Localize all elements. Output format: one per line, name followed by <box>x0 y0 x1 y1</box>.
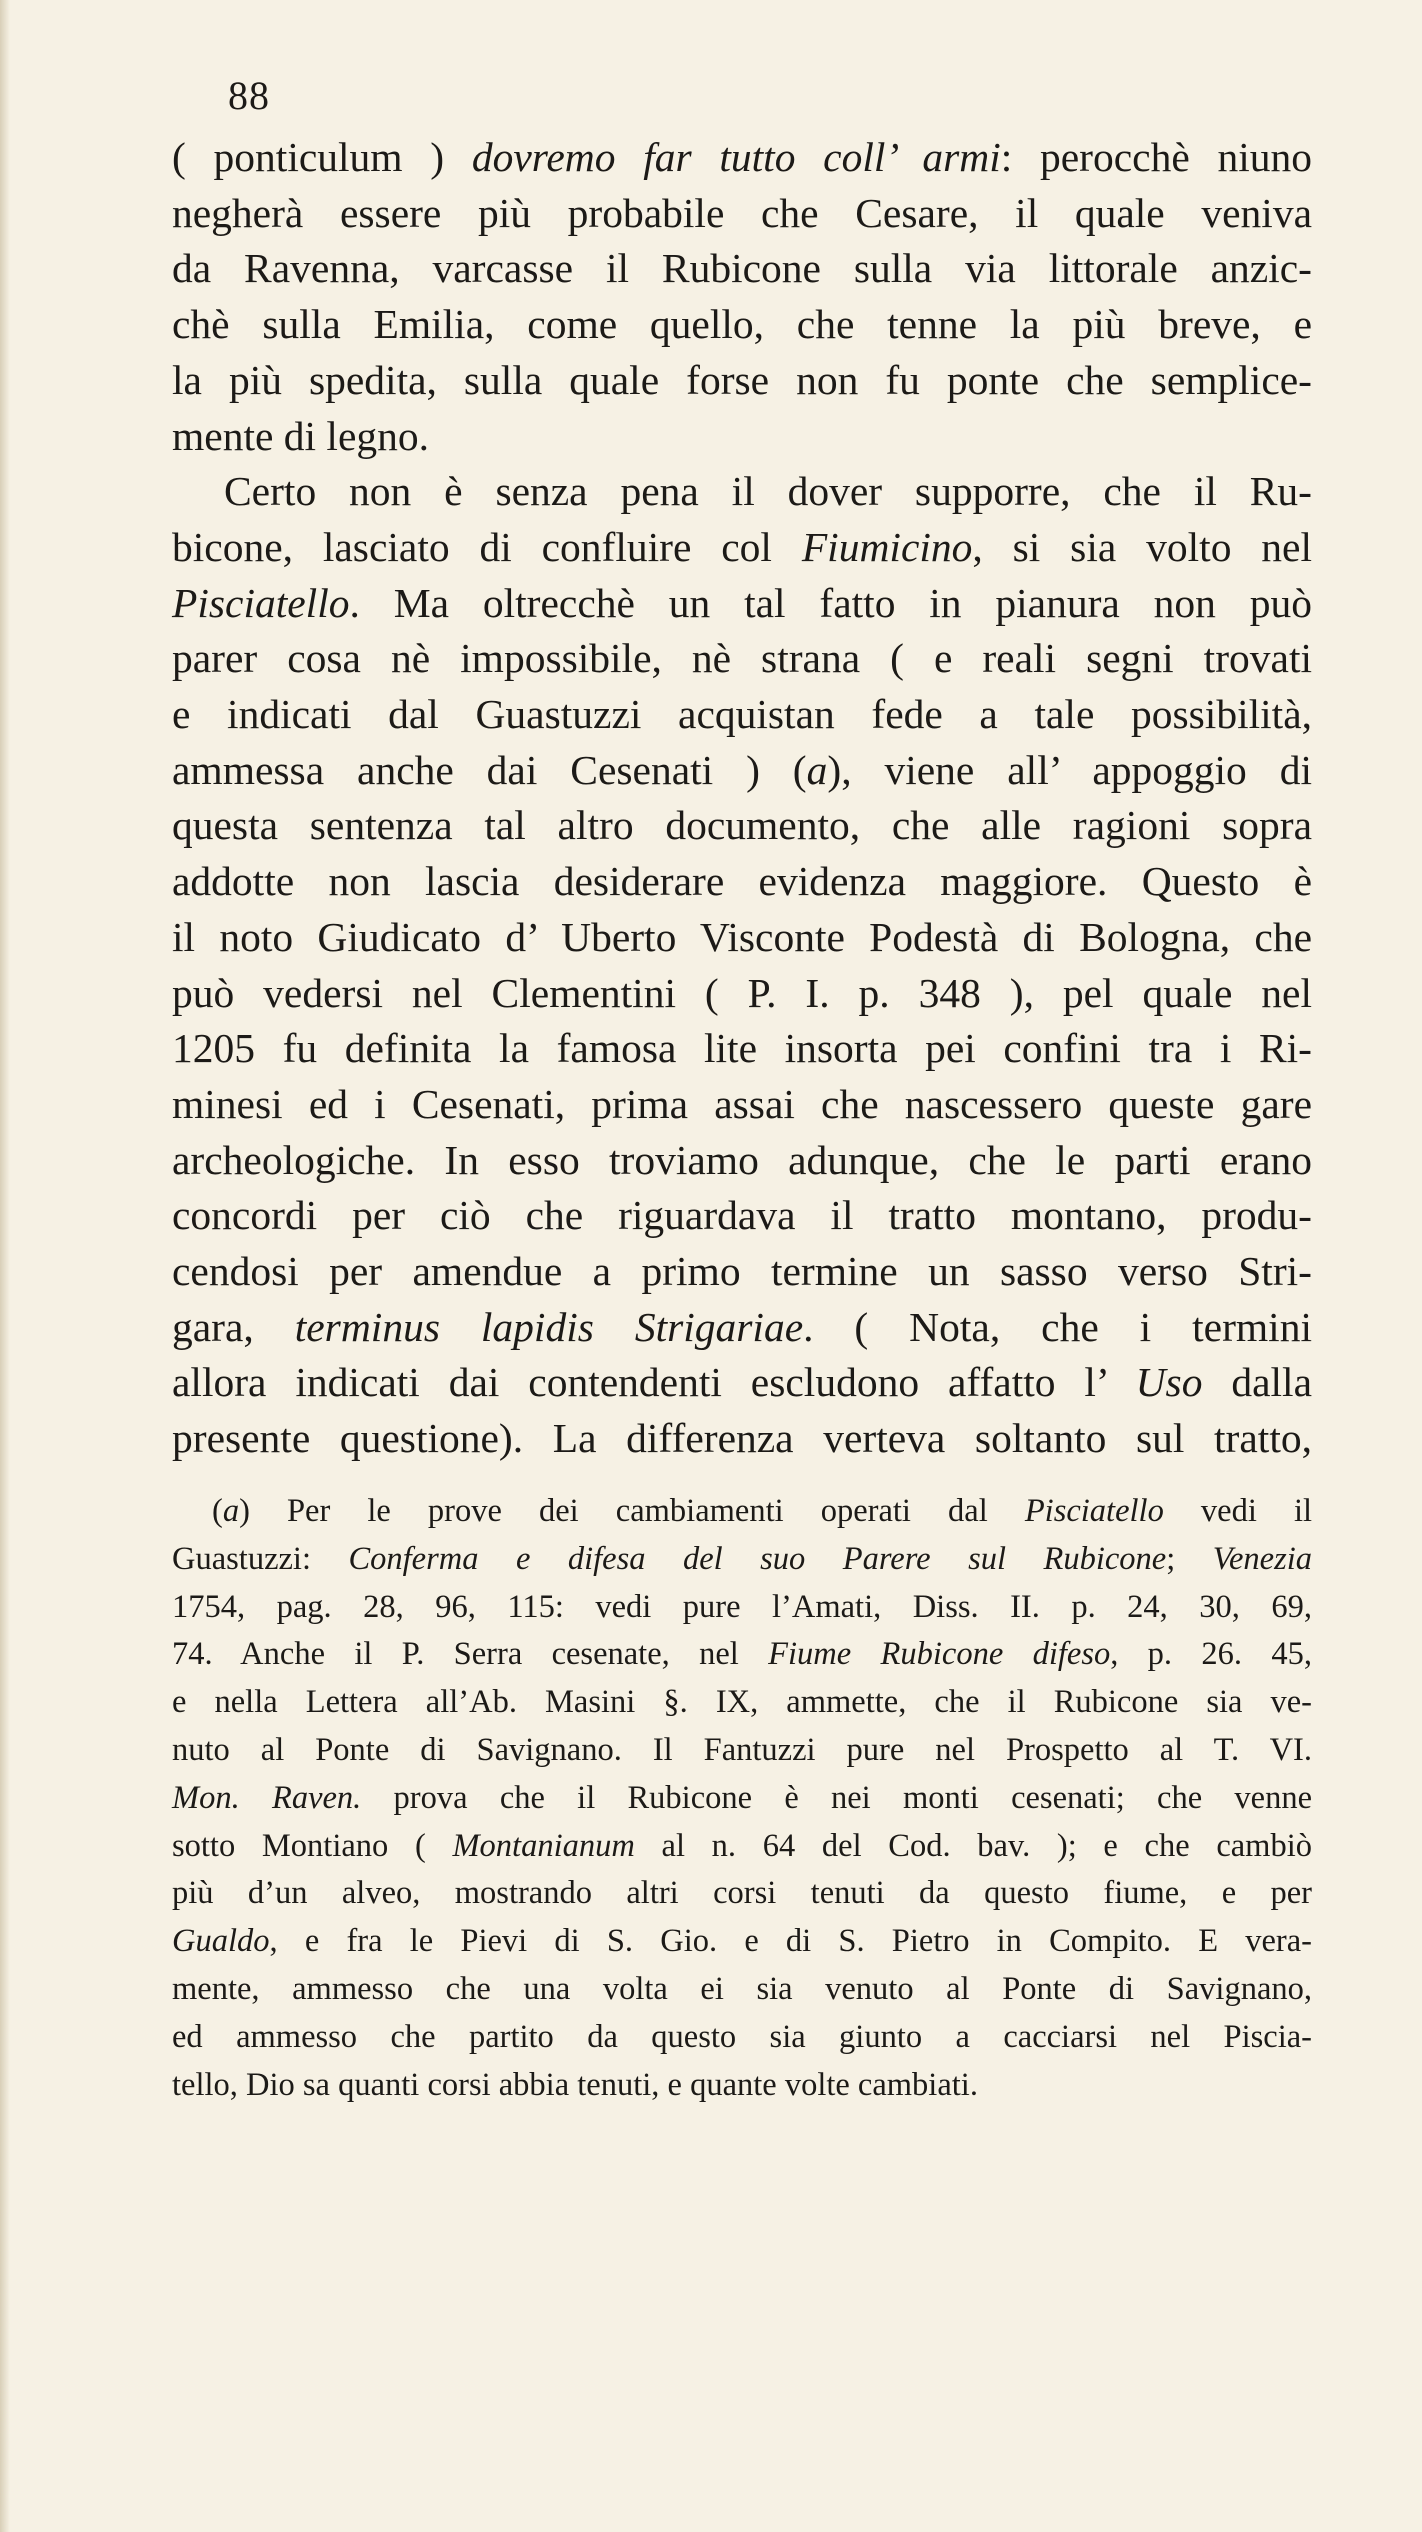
text-line: Pisciatello. Ma oltrecchè un tal fatto in pianura non può <box>172 579 1312 626</box>
footnote-line: ed ammesso che partito da questo sia giunto a cacciarsi nel Piscia- <box>172 2018 1312 2055</box>
text-line: chè sulla Emilia, come quello, che tenne la più breve, e <box>172 301 1312 348</box>
text-line: ( ponticulum ) dovremo far tutto coll’ armi: perocchè niuno <box>172 134 1313 180</box>
text-line: minesi ed i Cesenati, prima assai che nascessero queste gare <box>172 1080 1312 1127</box>
footnote-line: mente, ammesso che una volta ei sia venuto al Ponte di Savignano, <box>172 1970 1312 2007</box>
text-line: parer cosa nè impossibile, nè strana ( e reali segni trovati <box>172 635 1312 682</box>
text-line: 1205 fu definita la famosa lite insorta pei confini tra i Ri- <box>172 1025 1312 1072</box>
text-line: archeologiche. In esso troviamo adunque, che le parti erano <box>172 1136 1312 1183</box>
text-line: mente di legno. <box>172 412 430 459</box>
main-text <box>172 130 1312 1467</box>
footnote <box>172 1488 1312 2109</box>
text-line: addotte non lascia desiderare evidenza maggiore. Questo è <box>172 858 1312 905</box>
text-line: concordi per ciò che riguardava il tratto montano, produ- <box>172 1192 1312 1239</box>
text-line: gara, terminus lapidis Strigariae. ( Nota, che i termini <box>172 1303 1312 1350</box>
footnote-line: Mon. Raven. prova che il Rubicone è nei monti cesenati; che venne <box>172 1779 1312 1816</box>
page-number: 88 <box>228 73 270 118</box>
footnote-line: 1754, pag. 28, 96, 115: vedi pure l’Amati, Diss. II. p. 24, 30, 69, <box>172 1588 1312 1625</box>
text-line: ammessa anche dai Cesenati ) (a), viene all’ appoggio di <box>172 746 1312 793</box>
text-line: il noto Giudicato d’ Uberto Visconte Podestà di Bologna, che <box>172 913 1312 960</box>
text-line: la più spedita, sulla quale forse non fu ponte che semplice- <box>172 356 1312 403</box>
text-line: da Ravenna, varcasse il Rubicone sulla via littorale anzic- <box>172 245 1312 292</box>
text-line: e indicati dal Guastuzzi acquistan fede a tale possibilità, <box>172 691 1312 738</box>
text-line: negherà essere più probabile che Cesare, il quale veniva <box>172 189 1312 236</box>
footnote-line: tello, Dio sa quanti corsi abbia tenuti, e quante volte cambiati. <box>172 2066 978 2103</box>
text-line: bicone, lasciato di confluire col Fiumicino, si sia volto nel <box>172 523 1313 570</box>
footnote-line: (a) Per le prove dei cambiamenti operati dal Pisciatello vedi il <box>212 1493 1313 1529</box>
page-edge-shadow <box>0 0 10 2532</box>
text-line: può vedersi nel Clementini ( P. I. p. 348 ), pel quale nel <box>172 969 1312 1016</box>
footnote-line: nuto al Ponte di Savignano. Il Fantuzzi pure nel Prospetto al T. VI. <box>172 1731 1312 1768</box>
footnote-line: Guastuzzi: Conferma e difesa del suo Parere sul Rubicone; Venezia <box>172 1540 1313 1577</box>
footnote-line: sotto Montiano ( Montanianum al n. 64 del Cod. bav. ); e che cambiò <box>172 1827 1312 1864</box>
text-line: cendosi per amendue a primo termine un sasso verso Stri- <box>172 1248 1312 1295</box>
text-line: questa sentenza tal altro documento, che alle ragioni sopra <box>172 802 1312 849</box>
text-line: allora indicati dai contendenti escludono affatto l’ Uso dalla <box>172 1359 1312 1406</box>
text-line: presente questione). La differenza verteva soltanto sul tratto, <box>172 1415 1312 1462</box>
text-line: Certo non è senza pena il dover supporre, che il Ru- <box>224 468 1312 515</box>
footnote-line: e nella Lettera all’Ab. Masini §. IX, ammette, che il Rubicone sia ve- <box>172 1684 1312 1721</box>
footnote-line: Gualdo, e fra le Pievi di S. Gio. e di S. Pietro in Compito. E vera- <box>172 1923 1312 1960</box>
footnote-line: 74. Anche il P. Serra cesenate, nel Fiume Rubicone difeso, p. 26. 45, <box>172 1636 1312 1673</box>
footnote-line: più d’un alveo, mostrando altri corsi tenuti da questo fiume, e per <box>172 1875 1312 1912</box>
